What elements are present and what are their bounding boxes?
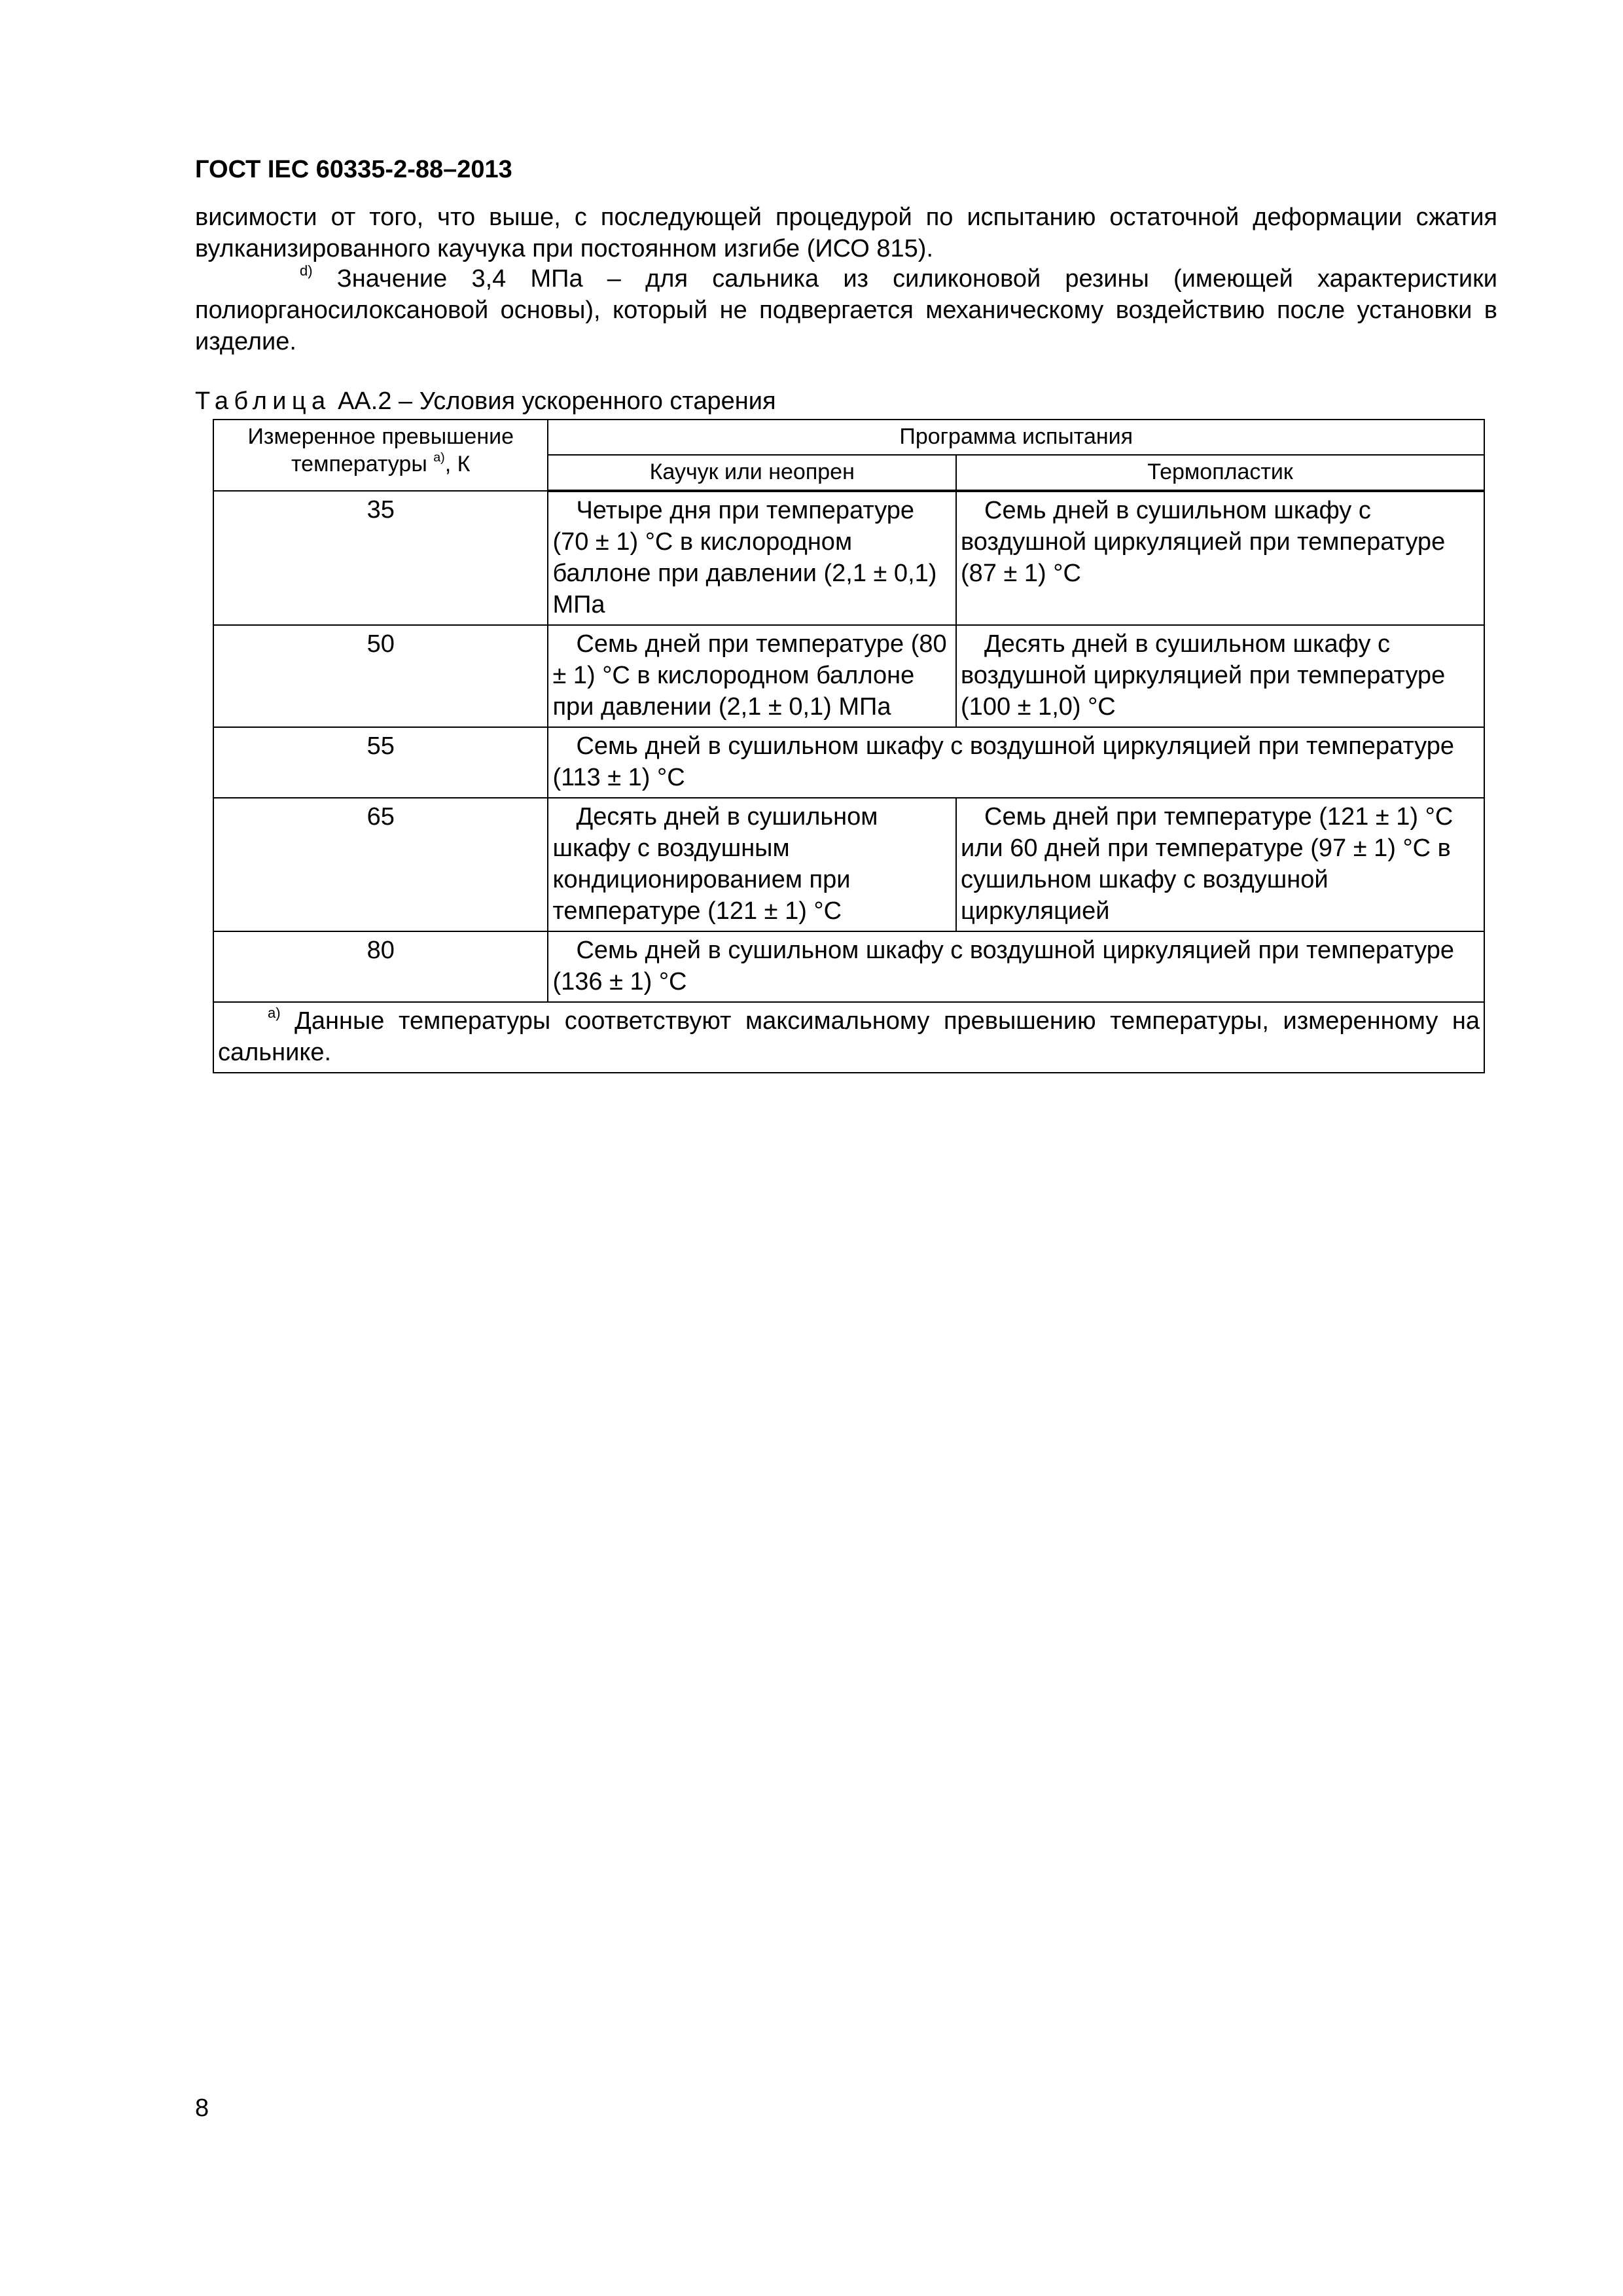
paragraph-note-d-text: Значение 3,4 МПа – для сальника из силиконовой резины (имеющей характеристики полиорганосилоксановой основы), который не подвергается механическому воздействию после установки в изделие.	[195, 265, 1497, 355]
footnote-mark-a: a)	[268, 1005, 281, 1022]
header-rubber-neoprene: Каучук или неопрен	[548, 455, 956, 491]
cell-rubber: Десять дней в сушильном шкафу с воздушным кондиционированием при температуре (121 ± 1) °C	[548, 798, 956, 931]
header-temperature-rise: Измеренное превышение температуры $^{a)}$, К	[213, 420, 548, 491]
cell-both-materials: Семь дней в сушильном шкафу с воздушной циркуляцией при температуре (113 ± 1) °C	[548, 727, 1484, 798]
table-caption-text: АА.2 – Условия ускоренного старения	[330, 387, 776, 415]
table-row	[213, 491, 1484, 625]
aging-conditions-table	[213, 419, 1485, 1073]
cell-thermoplastic: Десять дней в сушильном шкафу с воздушной циркуляцией при температуре (100 ± 1,0) °C	[956, 625, 1484, 727]
cell-temperature: 50	[213, 625, 548, 727]
table-footnote-text: Данные температуры соответствуют максимальному превышению температуры, измеренному на сальнике.	[218, 1007, 1480, 1066]
table-row	[213, 625, 1484, 727]
cell-temperature: 80	[213, 931, 548, 1002]
table-row	[213, 931, 1484, 1002]
cell-temperature: 65	[213, 798, 548, 931]
header-test-program: Программа испытания	[548, 420, 1484, 455]
table-caption	[195, 387, 776, 416]
paragraph-note-d	[195, 263, 1497, 357]
cell-temperature: 55	[213, 727, 548, 798]
table-caption-word: Таблица	[195, 387, 331, 415]
document-header: ГОСТ IEC 60335-2-88–2013	[195, 156, 512, 183]
cell-rubber: Семь дней при температуре (80 ± 1) °C в кислородном баллоне при давлении (2,1 ± 0,1) МПа	[548, 625, 956, 727]
cell-rubber: Четыре дня при температуре (70 ± 1) °C в кислородном баллоне при давлении (2,1 ± 0,1) МПа	[548, 491, 956, 625]
cell-temperature: 35	[213, 491, 548, 625]
table-header-row-1	[213, 420, 1484, 455]
cell-thermoplastic: Семь дней в сушильном шкафу с воздушной циркуляцией при температуре (87 ± 1) °C	[956, 491, 1484, 625]
table-row	[213, 798, 1484, 931]
cell-thermoplastic: Семь дней при температуре (121 ± 1) °C или 60 дней при температуре (97 ± 1) °C в сушильном шкафу с воздушной циркуляцией	[956, 798, 1484, 931]
footnote-mark-d: d)	[300, 262, 313, 279]
header-thermoplastic: Термопластик	[956, 455, 1484, 491]
cell-both-materials: Семь дней в сушильном шкафу с воздушной циркуляцией при температуре (136 ± 1) °C	[548, 931, 1484, 1002]
table-row	[213, 727, 1484, 798]
table-footnote-row	[213, 1002, 1484, 1073]
footnote-mark-a: a)	[433, 450, 445, 465]
paragraph-continuation: висимости от того, что выше, с последующей процедурой по испытанию остаточной деформации сжатия вулканизированного каучука при постоянном изгибе (ИСО 815).	[195, 204, 1497, 262]
table-footnote	[213, 1002, 1484, 1073]
page-number: 8	[195, 2094, 209, 2122]
